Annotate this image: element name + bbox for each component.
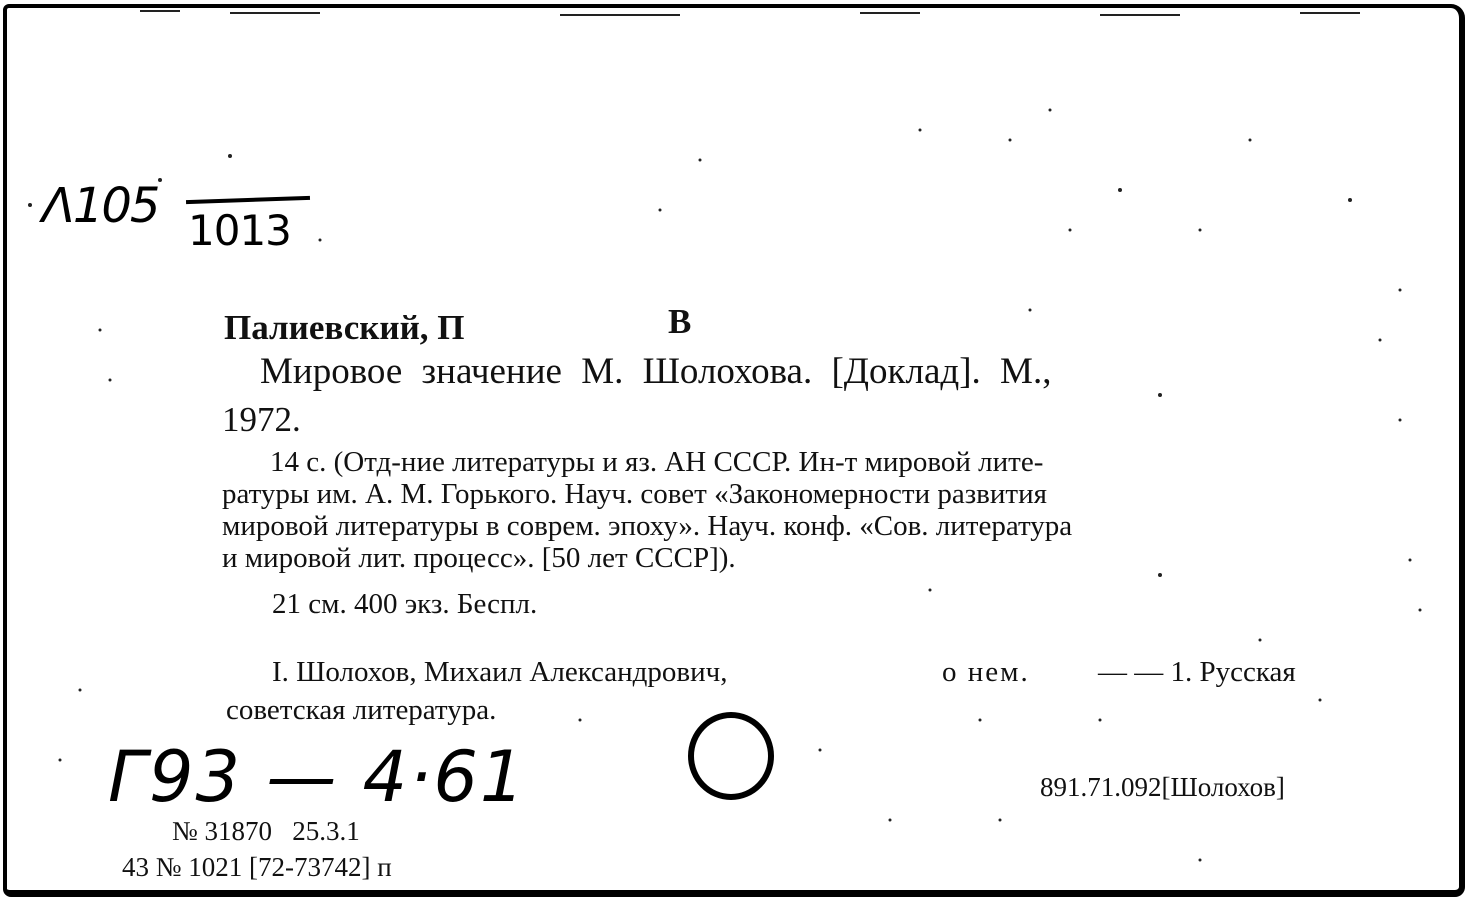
description-line-4: и мировой лит. процесс». [50 лет СССР]). [222,542,736,574]
title-line: Мировое значение М. Шолохова. [Доклад]. М., [260,351,1052,392]
shelf-mark-prefix: Λ105 [42,178,159,234]
subject-heading-1: I. Шолохов, Михаил Александрович, [272,656,728,688]
udc-code: 891.71.092[Шолохов] [1040,772,1285,802]
punch-hole [688,712,774,800]
shelf-mark-number: 1013 [188,206,291,255]
description-line-3: мировой литературы в соврем. эпоху». Науч. конф. «Сов. литература [222,510,1073,542]
card-number: № 31870 25.3.1 [172,816,360,846]
author-heading: Палиевский, П [224,308,465,347]
author-initial: В [668,302,692,341]
order-number: 43 № 1021 [72-73742] п [122,852,392,882]
physical-description: 21 см. 400 экз. Беспл. [272,588,538,620]
subject-heading-relation: о нем. [942,656,1030,688]
description-line-1: 14 с. (Отд-ние литературы и яз. АН СССР. Ин-т мировой лите- [270,446,1044,478]
handwritten-class-code: Г93 — 4·61 [108,736,527,818]
publication-year: 1972. [222,400,301,439]
subject-heading-2-cont: советская литература. [226,694,497,726]
subject-heading-2: — — 1. Русская [1098,656,1296,688]
description-line-2: ратуры им. А. М. Горького. Науч. совет «Закономерности развития [222,478,1047,510]
